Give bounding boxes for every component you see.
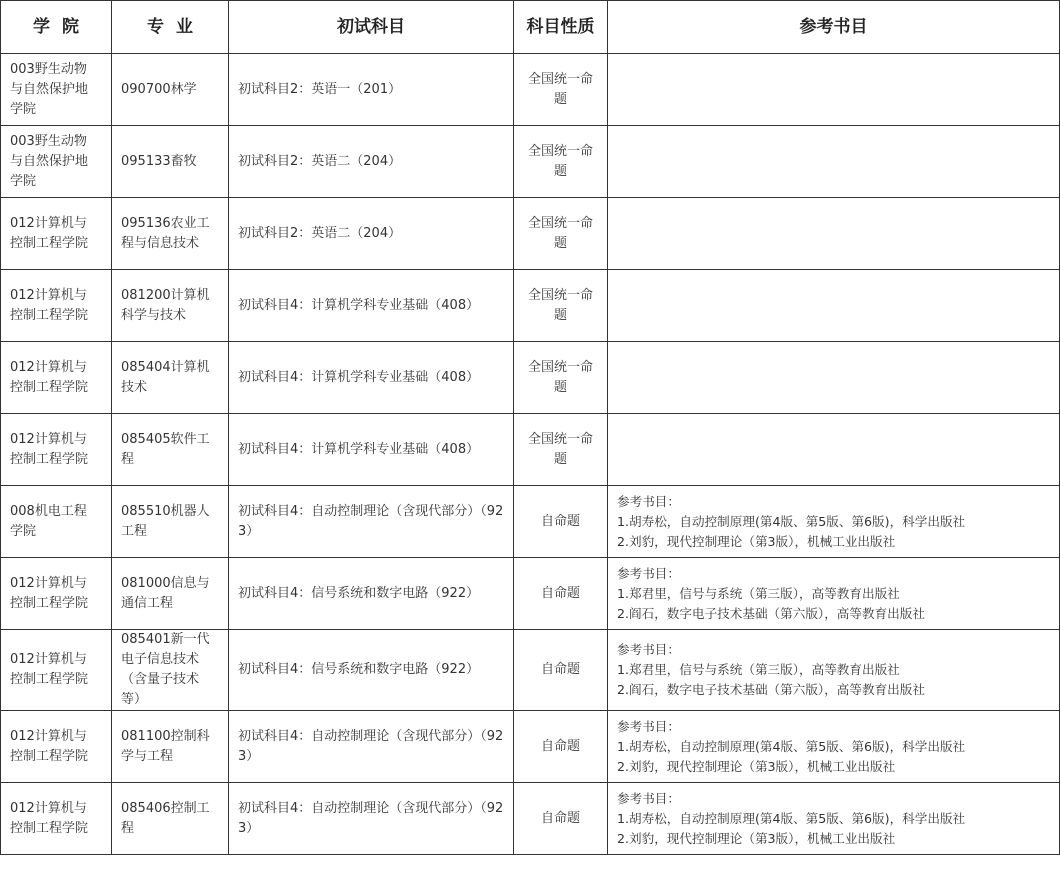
header-subject: 初试科目 bbox=[229, 1, 514, 54]
cell-college: 008机电工程 学院 bbox=[1, 486, 112, 558]
cell-major: 085405软件工 程 bbox=[112, 414, 229, 486]
cell-nature: 自命题 bbox=[514, 630, 608, 711]
cell-college: 012计算机与 控制工程学院 bbox=[1, 270, 112, 342]
cell-reference: 参考书目： 1.胡寿松，自动控制原理(第4版、第5版、第6版)，科学出版社 2.刘豹，现代控制理论（第3版），机械工业出版社 bbox=[608, 486, 1060, 558]
cell-nature: 全国统一命 题 bbox=[514, 342, 608, 414]
cell-reference bbox=[608, 414, 1060, 486]
cell-reference: 参考书目： 1.郑君里，信号与系统（第三版），高等教育出版社 2.阎石，数字电子技术基础（第六版），高等教育出版社 bbox=[608, 558, 1060, 630]
cell-major: 081100控制科 学与工程 bbox=[112, 711, 229, 783]
cell-reference bbox=[608, 342, 1060, 414]
cell-major: 085404计算机 技术 bbox=[112, 342, 229, 414]
cell-nature: 全国统一命 题 bbox=[514, 414, 608, 486]
cell-subject: 初试科目4：计算机学科专业基础（408） bbox=[229, 270, 514, 342]
header-major: 专业 bbox=[112, 1, 229, 54]
cell-reference: 参考书目： 1.胡寿松，自动控制原理(第4版、第5版、第6版)，科学出版社 2.刘豹，现代控制理论（第3版），机械工业出版社 bbox=[608, 783, 1060, 855]
cell-college: 012计算机与 控制工程学院 bbox=[1, 711, 112, 783]
cell-subject: 初试科目2：英语二（204） bbox=[229, 126, 514, 198]
cell-reference bbox=[608, 270, 1060, 342]
cell-nature: 自命题 bbox=[514, 783, 608, 855]
table-row bbox=[1, 711, 1060, 783]
cell-nature: 全国统一命 题 bbox=[514, 126, 608, 198]
table-row bbox=[1, 54, 1060, 126]
cell-subject: 初试科目4：计算机学科专业基础（408） bbox=[229, 414, 514, 486]
table-row bbox=[1, 414, 1060, 486]
cell-major: 095133畜牧 bbox=[112, 126, 229, 198]
cell-major: 085401新一代 电子信息技术 （含量子技术 等） bbox=[112, 630, 229, 711]
cell-major: 081200计算机 科学与技术 bbox=[112, 270, 229, 342]
cell-reference bbox=[608, 126, 1060, 198]
cell-subject: 初试科目4：信号系统和数字电路（922） bbox=[229, 558, 514, 630]
cell-subject: 初试科目4：自动控制理论（含现代部分）（923） bbox=[229, 711, 514, 783]
cell-major: 081000信息与 通信工程 bbox=[112, 558, 229, 630]
table-row bbox=[1, 126, 1060, 198]
cell-college: 012计算机与 控制工程学院 bbox=[1, 783, 112, 855]
cell-subject: 初试科目4：自动控制理论（含现代部分）（923） bbox=[229, 783, 514, 855]
header-nature: 科目性质 bbox=[514, 1, 608, 54]
cell-subject: 初试科目4：计算机学科专业基础（408） bbox=[229, 342, 514, 414]
cell-reference: 参考书目： 1.郑君里，信号与系统（第三版），高等教育出版社 2.阎石，数字电子技术基础（第六版），高等教育出版社 bbox=[608, 630, 1060, 711]
table-body bbox=[1, 54, 1060, 855]
cell-nature: 自命题 bbox=[514, 558, 608, 630]
cell-subject: 初试科目2：英语一（201） bbox=[229, 54, 514, 126]
table-header bbox=[1, 1, 1060, 54]
cell-subject: 初试科目2：英语二（204） bbox=[229, 198, 514, 270]
table-row bbox=[1, 630, 1060, 711]
cell-college: 012计算机与 控制工程学院 bbox=[1, 558, 112, 630]
cell-reference bbox=[608, 198, 1060, 270]
cell-college: 003野生动物 与自然保护地 学院 bbox=[1, 126, 112, 198]
header-row bbox=[1, 1, 1060, 54]
cell-college: 012计算机与 控制工程学院 bbox=[1, 414, 112, 486]
cell-reference: 参考书目： 1.胡寿松，自动控制原理(第4版、第5版、第6版)，科学出版社 2.刘豹，现代控制理论（第3版），机械工业出版社 bbox=[608, 711, 1060, 783]
cell-college: 003野生动物 与自然保护地 学院 bbox=[1, 54, 112, 126]
cell-nature: 自命题 bbox=[514, 486, 608, 558]
table-row bbox=[1, 342, 1060, 414]
cell-nature: 全国统一命 题 bbox=[514, 198, 608, 270]
cell-major: 085406控制工 程 bbox=[112, 783, 229, 855]
table-row bbox=[1, 486, 1060, 558]
cell-major: 090700林学 bbox=[112, 54, 229, 126]
cell-college: 012计算机与 控制工程学院 bbox=[1, 630, 112, 711]
cell-college: 012计算机与 控制工程学院 bbox=[1, 198, 112, 270]
cell-major: 095136农业工 程与信息技术 bbox=[112, 198, 229, 270]
cell-subject: 初试科目4：信号系统和数字电路（922） bbox=[229, 630, 514, 711]
table-row bbox=[1, 558, 1060, 630]
table-row bbox=[1, 198, 1060, 270]
cell-reference bbox=[608, 54, 1060, 126]
cell-major: 085510机器人 工程 bbox=[112, 486, 229, 558]
cell-nature: 自命题 bbox=[514, 711, 608, 783]
table-row bbox=[1, 270, 1060, 342]
table-row bbox=[1, 783, 1060, 855]
cell-nature: 全国统一命 题 bbox=[514, 54, 608, 126]
header-reference: 参考书目 bbox=[608, 1, 1060, 54]
header-college: 学院 bbox=[1, 1, 112, 54]
cell-nature: 全国统一命 题 bbox=[514, 270, 608, 342]
cell-college: 012计算机与 控制工程学院 bbox=[1, 342, 112, 414]
cell-subject: 初试科目4：自动控制理论（含现代部分）（923） bbox=[229, 486, 514, 558]
